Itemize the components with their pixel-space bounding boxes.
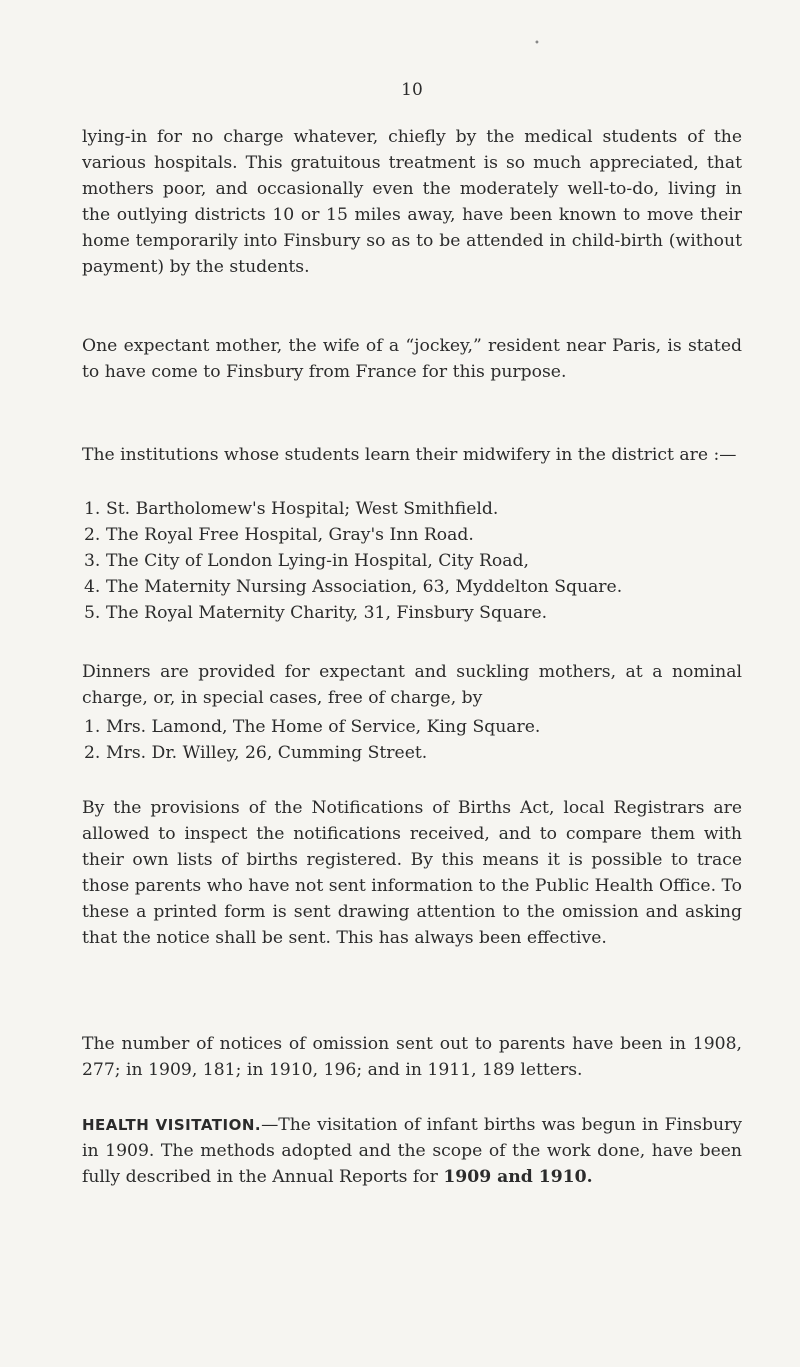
paragraph-dinners: Dinners are provided for expectant and suckling mothers, at a nominal charge, or, in special cases, free of charge, by [82, 662, 742, 708]
list-item: 4. The Maternity Nursing Association, 63, Myddelton Square. [84, 577, 623, 597]
section-heading: HEALTH VISITATION. [82, 1116, 262, 1134]
page-number: 10 [401, 80, 423, 100]
paragraph-notifications-act: By the provisions of the Notifications of Births Act, local Registrars are allowed to inspect the notifications received, and to compare them with their own lists of births registered. By this means it is possible to trace those parents who have not sent information to the Public Health Office. To these a printed form is sent drawing attention to the omission and asking that the notice shall be sent. This has always been effective. [82, 798, 742, 948]
paragraph-omission-notices: The number of notices of omission sent out to parents have been in 1908, 277; in 1909, 181; in 1910, 196; and in 1911, 189 letters. [82, 1034, 742, 1080]
list-item: 1. St. Bartholomew's Hospital; West Smithfield. [84, 499, 499, 519]
list-item: 3. The City of London Lying-in Hospital, City Road, [84, 551, 529, 571]
paragraph-institutions-intro: The institutions whose students learn their midwifery in the district are :— [82, 445, 737, 465]
institutions-list [82, 496, 742, 626]
paragraph-expectant-mother: One expectant mother, the wife of a “jockey,” resident near Paris, is stated to have come to Finsbury from France for this purpose. [82, 336, 742, 382]
list-item: 2. The Royal Free Hospital, Gray's Inn Road. [84, 525, 474, 545]
print-speck: • [534, 38, 540, 49]
dinners-list [82, 714, 742, 766]
list-item: 5. The Royal Maternity Charity, 31, Finsbury Square. [84, 603, 548, 623]
list-item: 2. Mrs. Dr. Willey, 26, Cumming Street. [84, 743, 428, 763]
paragraph-gratuitous-treatment: lying-in for no charge whatever, chiefly by the medical students of the various hospitals. This gratuitous treatment is so much appreciated, that mothers poor, and occasionally even the moderately well-to-do, living in the outlying districts 10 or 15 miles away, have been known to move their home temporarily into Finsbury so as to be attended in child-birth (without payment) by the students. [82, 127, 742, 277]
list-item: 1. Mrs. Lamond, The Home of Service, King Square. [84, 717, 541, 737]
paragraph-health-visitation: HEALTH VISITATION.—The visitation of infant births was begun in Finsbury in 1909. The methods adopted and the scope of the work done, have been fully described in the Annual Reports for 1909 and 1910. [82, 1115, 742, 1187]
